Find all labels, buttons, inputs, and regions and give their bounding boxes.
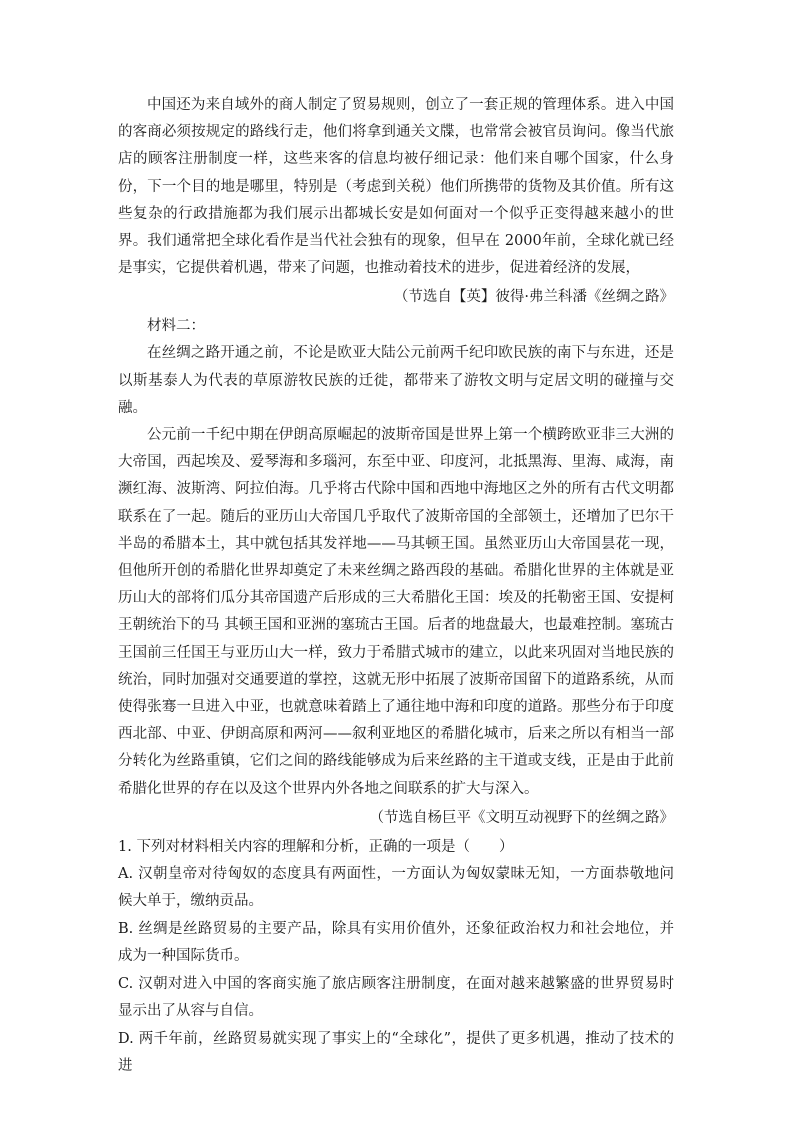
material2-paragraph-2: 公元前一千纪中期在伊朗高原崛起的波斯帝国是世界上第一个横跨欧亚非三大洲的大帝国，西起埃及、爱琴海和多瑙河，东至中亚、印度河，北抵黑海、里海、咸海，南濒红海、波斯湾、阿拉伯海。几乎将古代除中国和西地中海地区之外的所有古代文明都联系在了一起。随后的亚历山大帝国几乎取代了波斯帝国的全部领土，还增加了巴尔干半岛的希腊本土，其中就包括其发祥地——马其顿王国。虽然亚历山大帝国昙花一现，但他所开创的希腊化世界却奠定了未来丝绸之路西段的基础。希腊化世界的主体就是亚历山大的部将们瓜分其帝国遗产后形成的三大希腊化王国：埃及的托勒密王国、安提柯王朝统治下的马 其顿王国和亚洲的塞琉古王国。后者的地盘最大，也最难控制。塞琉古王国前三任国王与亚历山大一样，致力于希腊式城市的建立，以此来巩固对当地民族的统治，同时加强对交通要道的掌控，这就无形中拓展了波斯帝国留下的道路系统，从而使得张骞一旦进入中亚，也就意味着踏上了通往地中海和印度的道路。那些分布于印度西北部、中亚、伊朗高原和两河——叙利亚地区的希腊化城市，后来之所以有相当一部分转化为丝路重镇，它们之间的路线能够成为后来丝路的主干道或支线，正是由于此前希腊化世界的存在以及这个世界内外各地之间联系的扩大与深入。 bbox=[118, 427, 674, 797]
material2-source: （节选自杨巨平《文明互动视野下的丝绸之路》 bbox=[369, 809, 674, 826]
material2-paragraph-1: 在丝绸之路开通之前，不论是欧亚大陆公元前两千纪印欧民族的南下与东进，还是以斯基泰人为代表的草原游牧民族的迁徙，都带来了游牧文明与定居文明的碰撞与交融。 bbox=[118, 345, 674, 416]
question-option-c: C. 汉朝对进入中国的客商实施了旅店顾客注册制度，在面对越来越繁盛的世界贸易时显示出了从容与自信。 bbox=[118, 975, 674, 1020]
question-stem: 1. 下列对材料相关内容的理解和分析，正确的一项是（ ） bbox=[118, 838, 514, 855]
material1-paragraph: 中国还为来自域外的商人制定了贸易规则，创立了一套正规的管理体系。进入中国的客商必须按规定的路线行走，他们将拿到通关文牒，也常常会被官员询问。像当代旅店的顾客注册制度一样，这些来客的信息均被仔细记录：他们来自哪个国家，什么身份，下一个目的地是哪里，特别是（考虑到关税）他们所携带的货物及其价值。所有这些复杂的行政措施都为我们展示出都城长安是如何面对一个似乎正变得越来越小的世界。我们通常把全球化看作是当代社会独有的现象，但早在 2000年前，全球化就已经是事实，它提供着机遇，带来了问题，也推动着技术的进步，促进着经济的发展， bbox=[118, 97, 674, 277]
material1-source: （节选自【英】彼得·弗兰科潘《丝绸之路》 bbox=[393, 289, 674, 306]
question-option-d: D. 两千年前，丝路贸易就实现了事实上的“全球化”，提供了更多机遇，推动了技术的进 bbox=[118, 1030, 674, 1075]
question-option-a: A. 汉朝皇帝对待匈奴的态度具有两面性，一方面认为匈奴蒙昧无知，一方面恭敬地问候大单于，缴纳贡品。 bbox=[118, 865, 674, 910]
material2-label: 材料二： bbox=[147, 318, 205, 335]
document-page bbox=[118, 92, 674, 1081]
question-option-b: B. 丝绸是丝路贸易的主要产品，除具有实用价值外，还象征政治权力和社会地位，并成为一种国际货币。 bbox=[118, 920, 674, 965]
